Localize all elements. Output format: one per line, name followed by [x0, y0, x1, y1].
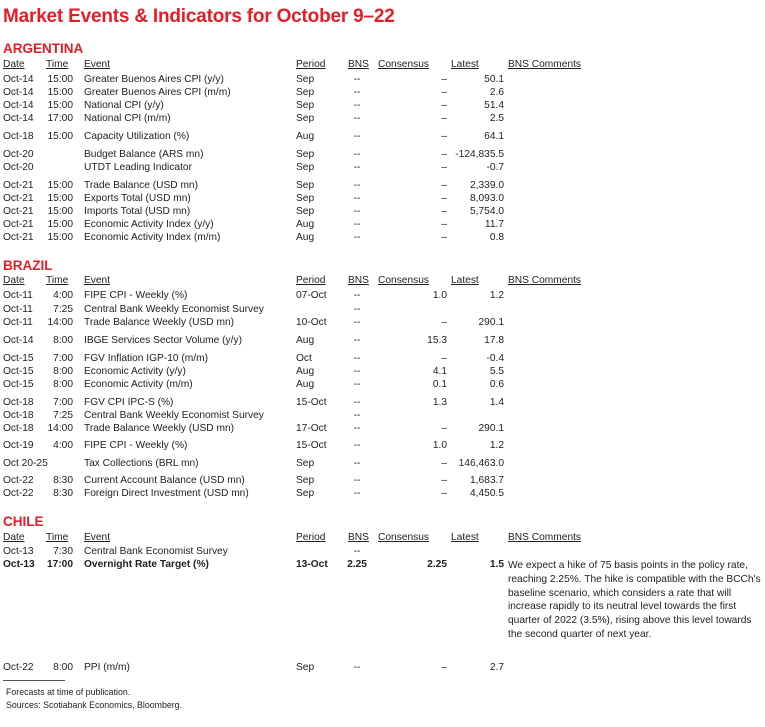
cell-event: Economic Activity (m/m) [84, 379, 193, 390]
cell-time: 15:00 [47, 100, 73, 111]
header-bns-comments: BNS Comments [508, 59, 582, 70]
footnote-divider [3, 680, 65, 681]
cell-consensus: – [441, 100, 447, 111]
cell-event: Imports Total (USD mn) [84, 206, 191, 217]
cell-period: Sep [296, 113, 315, 124]
cell-period: 07-Oct [296, 290, 327, 301]
cell-date: Oct 20-25 [3, 458, 48, 469]
table-row [0, 74, 765, 86]
table-row [0, 232, 765, 244]
table-row [0, 290, 765, 302]
header-date: Date [3, 532, 25, 543]
cell-event: Trade Balance Weekly (USD mn) [84, 317, 235, 328]
cell-event: Overnight Rate Target (%) [84, 559, 209, 570]
cell-latest: 2.7 [489, 662, 504, 673]
cell-date: Oct-14 [3, 74, 34, 85]
cell-bns: -- [353, 162, 361, 173]
cell-date: Oct-18 [3, 397, 34, 408]
table-row [0, 366, 765, 378]
cell-date: Oct-15 [3, 353, 34, 364]
cell-period: Oct [296, 353, 312, 364]
cell-bns: -- [353, 423, 361, 434]
cell-latest: -0.7 [486, 162, 504, 173]
cell-time: 14:00 [47, 423, 73, 434]
cell-bns: -- [353, 232, 361, 243]
cell-time: 4:00 [53, 290, 73, 301]
cell-event: Central Bank Economist Survey [84, 546, 228, 557]
cell-date: Oct-13 [3, 546, 34, 557]
cell-period: Sep [296, 87, 315, 98]
cell-bns: -- [353, 219, 361, 230]
cell-latest: 1.5 [489, 559, 504, 570]
cell-time: 15:00 [47, 131, 73, 142]
cell-bns: -- [353, 458, 361, 469]
table-row [0, 335, 765, 347]
cell-latest: -0.4 [486, 353, 504, 364]
cell-event: Current Account Balance (USD mn) [84, 475, 245, 486]
cell-bns: -- [353, 131, 361, 142]
cell-date: Oct-14 [3, 100, 34, 111]
cell-consensus: – [441, 87, 447, 98]
cell-latest: 64.1 [484, 131, 504, 142]
table-row [0, 180, 765, 192]
cell-period: 15-Oct [296, 440, 327, 451]
cell-date: Oct-21 [3, 219, 34, 230]
cell-bns: -- [353, 317, 361, 328]
cell-bns: -- [353, 87, 361, 98]
cell-latest: 5,754.0 [470, 206, 504, 217]
cell-date: Oct-15 [3, 366, 34, 377]
cell-latest: 1,683.7 [470, 475, 504, 486]
cell-bns: -- [353, 149, 361, 160]
cell-consensus: 1.0 [432, 290, 447, 301]
header-bns: BNS [348, 59, 369, 70]
header-bns: BNS [348, 532, 369, 543]
table-header-argentina [0, 59, 765, 71]
cell-date: Oct-14 [3, 87, 34, 98]
cell-event: National CPI (m/m) [84, 113, 171, 124]
cell-date: Oct-15 [3, 379, 34, 390]
cell-date: Oct-22 [3, 488, 34, 499]
cell-latest: 146,463.0 [458, 458, 504, 469]
cell-consensus: – [441, 488, 447, 499]
cell-time: 14:00 [47, 317, 73, 328]
table-row [0, 304, 765, 316]
cell-time: 7:25 [53, 304, 73, 315]
cell-bns: -- [353, 180, 361, 191]
cell-date: Oct-18 [3, 131, 34, 142]
cell-consensus: – [441, 662, 447, 673]
cell-period: Sep [296, 100, 315, 111]
cell-period: 13-Oct [296, 559, 328, 570]
cell-bns: -- [353, 290, 361, 301]
cell-time: 15:00 [47, 219, 73, 230]
cell-period: Sep [296, 475, 315, 486]
cell-time: 15:00 [47, 180, 73, 191]
header-period: Period [296, 59, 326, 70]
cell-period: Sep [296, 458, 315, 469]
section-title-brazil: BRAZIL [3, 258, 53, 273]
cell-time: 8:00 [53, 366, 73, 377]
cell-date: Oct-19 [3, 440, 34, 451]
table-row [0, 662, 765, 674]
cell-bns: -- [353, 193, 361, 204]
cell-date: Oct-21 [3, 193, 34, 204]
cell-date: Oct-18 [3, 410, 34, 421]
cell-consensus: – [441, 317, 447, 328]
cell-period: Sep [296, 206, 315, 217]
cell-consensus: – [441, 423, 447, 434]
cell-date: Oct-21 [3, 180, 34, 191]
cell-period: Aug [296, 131, 315, 142]
header-consensus: Consensus [378, 532, 429, 543]
cell-latest: 0.8 [489, 232, 504, 243]
cell-consensus: – [441, 206, 447, 217]
cell-latest: 0.6 [489, 379, 504, 390]
cell-event: Economic Activity (y/y) [84, 366, 186, 377]
cell-time: 8:00 [53, 335, 73, 346]
cell-consensus: – [441, 113, 447, 124]
cell-bns: -- [353, 304, 361, 315]
cell-event: Central Bank Weekly Economist Survey [84, 304, 264, 315]
cell-time: 8:00 [53, 662, 73, 673]
cell-period: Aug [296, 219, 315, 230]
header-bns: BNS [348, 275, 369, 286]
table-row [0, 317, 765, 329]
cell-latest: 11.7 [484, 219, 504, 230]
cell-consensus: 15.3 [427, 335, 447, 346]
section-title-argentina: ARGENTINA [3, 41, 84, 56]
cell-consensus: – [441, 232, 447, 243]
cell-period: 15-Oct [296, 397, 327, 408]
header-period: Period [296, 532, 326, 543]
cell-time: 15:00 [47, 206, 73, 217]
table-row [0, 113, 765, 125]
cell-time: 8:00 [53, 379, 73, 390]
header-time: Time [46, 275, 69, 286]
cell-period: Sep [296, 193, 315, 204]
cell-consensus: – [441, 162, 447, 173]
cell-bns: -- [353, 379, 361, 390]
cell-bns: -- [353, 206, 361, 217]
cell-period: Aug [296, 366, 315, 377]
cell-consensus: – [441, 353, 447, 364]
cell-period: Sep [296, 662, 315, 673]
cell-consensus: – [441, 180, 447, 191]
cell-event: Greater Buenos Aires CPI (y/y) [84, 74, 224, 85]
cell-latest: 290.1 [478, 423, 504, 434]
cell-event: FIPE CPI - Weekly (%) [84, 290, 188, 301]
cell-time: 17:00 [47, 113, 73, 124]
header-consensus: Consensus [378, 275, 429, 286]
cell-date: Oct-20 [3, 162, 34, 173]
cell-bns: -- [353, 335, 361, 346]
cell-period: Sep [296, 488, 315, 499]
cell-bns: 2.25 [347, 559, 367, 570]
cell-date: Oct-11 [3, 317, 33, 328]
cell-period: Sep [296, 149, 315, 160]
cell-latest: 17.8 [484, 335, 504, 346]
cell-event: Tax Collections (BRL mn) [84, 458, 199, 469]
footnote-forecasts: Forecasts at time of publication. [6, 687, 131, 697]
cell-event: Exports Total (USD mn) [84, 193, 191, 204]
cell-event: Trade Balance (USD mn) [84, 180, 198, 191]
cell-event: Greater Buenos Aires CPI (m/m) [84, 87, 231, 98]
header-latest: Latest [451, 275, 479, 286]
cell-time: 7:25 [53, 410, 73, 421]
cell-consensus: – [441, 193, 447, 204]
header-time: Time [46, 532, 69, 543]
table-row [0, 353, 765, 365]
cell-consensus: – [441, 74, 447, 85]
cell-event: Trade Balance Weekly (USD mn) [84, 423, 235, 434]
header-bns-comments: BNS Comments [508, 532, 582, 543]
cell-time: 8:30 [53, 475, 73, 486]
table-row [0, 488, 765, 500]
cell-bns: -- [353, 662, 361, 673]
cell-latest: 8,093.0 [470, 193, 504, 204]
header-event: Event [84, 532, 111, 543]
cell-event: Capacity Utilization (%) [84, 131, 190, 142]
cell-consensus: – [441, 149, 447, 160]
cell-date: Oct-22 [3, 475, 34, 486]
cell-time: 7:30 [53, 546, 73, 557]
table-row [0, 162, 765, 174]
table-row [0, 458, 765, 470]
cell-latest: -124,835.5 [455, 149, 504, 160]
cell-time: 17:00 [46, 559, 73, 570]
cell-time: 15:00 [47, 193, 73, 204]
cell-latest: 51.4 [484, 100, 504, 111]
table-row [0, 475, 765, 487]
cell-bns: -- [353, 100, 361, 111]
cell-event: PPI (m/m) [84, 662, 130, 673]
cell-bns: -- [353, 475, 361, 486]
cell-bns: -- [353, 546, 361, 557]
cell-consensus: – [441, 458, 447, 469]
cell-period: Aug [296, 232, 315, 243]
cell-bns: -- [353, 353, 361, 364]
cell-period: Aug [296, 335, 315, 346]
cell-time: 7:00 [53, 397, 73, 408]
table-row [0, 87, 765, 99]
cell-event: FGV CPI IPC-S (%) [84, 397, 174, 408]
header-bns-comments: BNS Comments [508, 275, 582, 286]
table-row [0, 440, 765, 452]
cell-consensus: – [441, 131, 447, 142]
table-row [0, 379, 765, 391]
cell-period: 17-Oct [296, 423, 327, 434]
cell-date: Oct-18 [3, 423, 34, 434]
header-event: Event [84, 275, 111, 286]
cell-date: Oct-13 [3, 559, 35, 570]
cell-consensus: – [441, 219, 447, 230]
cell-latest: 4,450.5 [470, 488, 504, 499]
cell-time: 4:00 [53, 440, 73, 451]
cell-latest: 5.5 [489, 366, 504, 377]
header-time: Time [46, 59, 69, 70]
cell-period: Sep [296, 74, 315, 85]
cell-event: Foreign Direct Investment (USD mn) [84, 488, 249, 499]
table-row [0, 193, 765, 205]
table-row [0, 423, 765, 435]
cell-consensus: 0.1 [432, 379, 447, 390]
cell-time: 7:00 [53, 353, 73, 364]
cell-latest: 1.4 [489, 397, 504, 408]
table-row [0, 149, 765, 161]
page-title: Market Events & Indicators for October 9–22 [3, 6, 395, 27]
cell-consensus: 4.1 [432, 366, 447, 377]
table-row [0, 131, 765, 143]
cell-bns: -- [353, 366, 361, 377]
header-latest: Latest [451, 59, 479, 70]
cell-event: Economic Activity Index (m/m) [84, 232, 221, 243]
cell-date: Oct-11 [3, 290, 33, 301]
cell-event: UTDT Leading Indicator [84, 162, 192, 173]
header-period: Period [296, 275, 326, 286]
table-row [0, 410, 765, 422]
cell-consensus: – [441, 475, 447, 486]
cell-date: Oct-11 [3, 304, 33, 315]
cell-bns: -- [353, 440, 361, 451]
cell-event: IBGE Services Sector Volume (y/y) [84, 335, 242, 346]
cell-date: Oct-14 [3, 113, 34, 124]
cell-latest: 50.1 [484, 74, 504, 85]
cell-event: National CPI (y/y) [84, 100, 164, 111]
bns-comment-overnight-rate: We expect a hike of 75 basis points in the policy rate, reaching 2.25%. The hike is compatible with the BCCh's baseline scenario, which considers a rate that will increase rapidly to its neutral level towards the first quarter of 2022 (3.5%), rising above this level towards the second quarter of next year. [508, 560, 761, 640]
header-event: Event [84, 59, 111, 70]
cell-period: 10-Oct [296, 317, 327, 328]
cell-date: Oct-22 [3, 662, 34, 673]
table-header-chile [0, 532, 765, 544]
table-row [0, 206, 765, 218]
cell-event: Budget Balance (ARS mn) [84, 149, 204, 160]
cell-event: Central Bank Weekly Economist Survey [84, 410, 264, 421]
cell-time: 15:00 [47, 232, 73, 243]
cell-period: Sep [296, 180, 315, 191]
cell-latest: 2.6 [489, 87, 504, 98]
cell-consensus: 1.3 [432, 397, 447, 408]
table-row [0, 397, 765, 409]
cell-event: Economic Activity Index (y/y) [84, 219, 214, 230]
cell-consensus: 2.25 [427, 559, 447, 570]
cell-latest: 1.2 [489, 290, 504, 301]
header-consensus: Consensus [378, 59, 429, 70]
cell-date: Oct-21 [3, 232, 34, 243]
cell-time: 15:00 [47, 74, 73, 85]
header-date: Date [3, 275, 25, 286]
cell-latest: 290.1 [478, 317, 504, 328]
cell-event: FIPE CPI - Weekly (%) [84, 440, 188, 451]
cell-period: Sep [296, 162, 315, 173]
cell-event: FGV Inflation IGP-10 (m/m) [84, 353, 208, 364]
header-latest: Latest [451, 532, 479, 543]
cell-consensus: 1.0 [432, 440, 447, 451]
footnote-sources: Sources: Scotiabank Economics, Bloomberg. [6, 700, 183, 710]
cell-bns: -- [353, 410, 361, 421]
cell-bns: -- [353, 113, 361, 124]
cell-time: 15:00 [47, 87, 73, 98]
cell-time: 8:30 [53, 488, 73, 499]
table-row [0, 546, 765, 558]
cell-bns: -- [353, 74, 361, 85]
table-row [0, 219, 765, 231]
cell-latest: 2.5 [489, 113, 504, 124]
cell-date: Oct-14 [3, 335, 34, 346]
cell-bns: -- [353, 488, 361, 499]
cell-latest: 2,339.0 [470, 180, 504, 191]
section-title-chile: CHILE [3, 514, 44, 529]
table-row [0, 100, 765, 112]
cell-bns: -- [353, 397, 361, 408]
cell-date: Oct-20 [3, 149, 34, 160]
cell-period: Aug [296, 379, 315, 390]
table-header-brazil [0, 275, 765, 287]
header-date: Date [3, 59, 25, 70]
cell-latest: 1.2 [489, 440, 504, 451]
cell-date: Oct-21 [3, 206, 34, 217]
